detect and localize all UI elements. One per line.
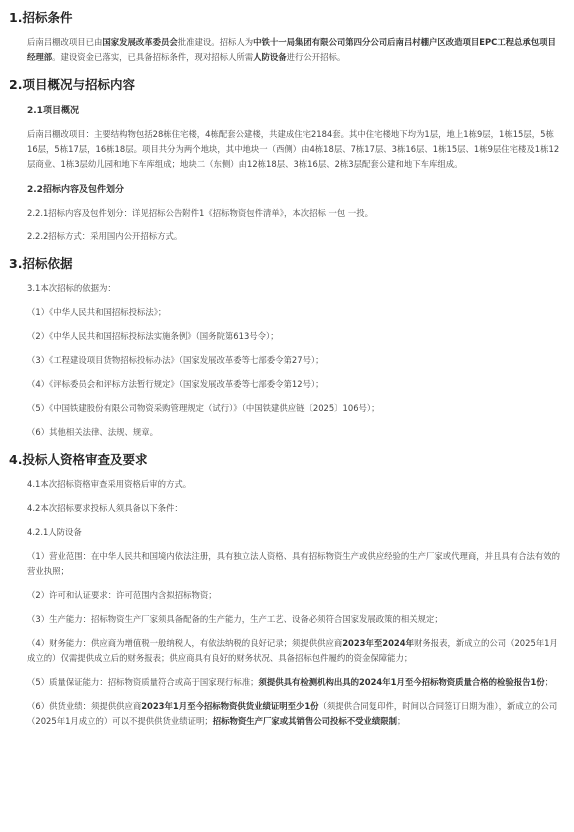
project-overview-paragraph: 后南吕棚改项目：主要结构物包括28栋住宅楼，4栋配套公建楼，共建成住宅2184套。其中住宅楼地下均为1层，地上1栋9层，1栋15层，5栋16层，5栋17层，16栋18层。项目共分为两个地块，其中地块一（西侧）由4栋18层、7栋17层、3栋16层、1栋15层、1栋9层住宅楼及1栋12层商业、1栋3层幼儿园和地下车库组成；地块二（东侧）由12栋18层、3栋16层、2栋3层配套公建和地下车库组成。 <box>27 129 560 169</box>
basis-item: （4）《评标委员会和评标方法暂行规定》（国家发展改革委等七部委令第12号）； <box>27 379 324 389</box>
tender-subject: 人防设备 <box>253 52 287 62</box>
section-heading-qualification: 4.投标人资格审查及要求 <box>9 452 148 467</box>
section-heading-project-overview: 2.项目概况与招标内容 <box>9 77 135 92</box>
subheading-tender-content: 2.2招标内容及包件划分 <box>27 185 124 195</box>
performance-exemption: 招标物资生产厂家或其销售公司投标不受业绩限制 <box>212 716 398 726</box>
tender-method-paragraph: 2.2.2招标方式：采用国内公开招标方式。 <box>27 231 183 241</box>
tenderer-name: 中铁十一局集团有限公司第四分公司后南吕村棚户区改造项目EPC工程总承包项目经理部 <box>27 37 556 62</box>
basis-item: （1）《中华人民共和国招标投标法》； <box>27 307 167 317</box>
project-name: 后南吕棚改项目 <box>27 37 86 47</box>
financial-report-years: 2023年至2024年 <box>342 638 414 648</box>
basis-item: （5）《中国铁建股份有限公司物资采购管理规定（试行）》（中国铁建供应链〔2025〕106号）； <box>27 403 380 413</box>
tender-content-paragraph: 2.2.1招标内容及包件划分：详见招标公告附件1《招标物资包件清单》，本次招标 一包 一投。 <box>27 208 374 218</box>
requirement-business-scope: （1）营业范围：在中华人民共和国境内依法注册，具有独立法人资格、具有招标物资生产或供应经验的生产厂家或代理商，并且具有合法有效的营业执照； <box>27 551 560 576</box>
requirement-quality-assurance: （5）质量保证能力：招标物资质量符合或高于国家现行标准；须提供具有检测机构出具的2024年1月至今招标物资质量合格的检验报告1份； <box>27 677 554 687</box>
section-heading-tender-basis: 3.招标依据 <box>9 256 73 271</box>
requirement-license: （2）许可和认证要求：许可范围内含拟招标物资； <box>27 590 217 600</box>
basis-item: （6）其他相关法律、法规、规章。 <box>27 427 158 437</box>
qualification-package-title: 4.2.1人防设备 <box>27 527 82 537</box>
requirement-financial-capacity: （4）财务能力：供应商为增值税一般纳税人，有依法纳税的良好记录；须提供供应商2023年至2024年财务报表，新成立的公司（2025年1月成立的）仅需提供成立后的财务报表；供应商具有良好的财务状况、具备招标包件履约的资金保障能力； <box>27 638 558 663</box>
requirement-production-capacity: （3）生产能力：招标物资生产厂家须具备配备的生产能力，生产工艺、设备必须符合国家发展政策的相关规定； <box>27 614 443 624</box>
subheading-project-overview: 2.1项目概况 <box>27 106 79 116</box>
qualification-requirements-intro: 4.2本次招标要求投标人须具备以下条件： <box>27 503 183 513</box>
inspection-report-requirement: 须提供具有检测机构出具的2024年1月至今招标物资质量合格的检验报告1份 <box>258 677 545 687</box>
requirement-supply-performance: （6）供货业绩：须提供供应商2023年1月至今招标物资供货业绩证明至少1份（须提供合同复印件，时间以合同签订日期为准），新成立的公司（2025年1月成立的）可以不提供供货业绩证明；招标物资生产厂家或其销售公司投标不受业绩限制； <box>27 701 558 726</box>
qualification-review-method: 4.1本次招标资格审查采用资格后审的方式。 <box>27 479 192 489</box>
section-heading-tender-conditions: 1.招标条件 <box>9 10 73 25</box>
performance-proof-requirement: 2023年1月至今招标物资供货业绩证明至少1份 <box>141 701 319 711</box>
basis-item: （2）《中华人民共和国招标投标法实施条例》（国务院第613号令）； <box>27 331 279 341</box>
approval-authority: 国家发展改革委员会 <box>102 37 178 47</box>
tender-conditions-paragraph: 后南吕棚改项目已由国家发展改革委员会批准建设。招标人为中铁十一局集团有限公司第四分公司后南吕村棚户区改造项目EPC工程总承包项目经理部。建设资金已落实，已具备招标条件，现对招标人所需人防设备进行公开招标。 <box>27 37 556 62</box>
tender-basis-intro: 3.1本次招标的依据为： <box>27 283 116 293</box>
basis-item: （3）《工程建设项目货物招标投标办法》（国家发展改革委等七部委令第27号）； <box>27 355 324 365</box>
